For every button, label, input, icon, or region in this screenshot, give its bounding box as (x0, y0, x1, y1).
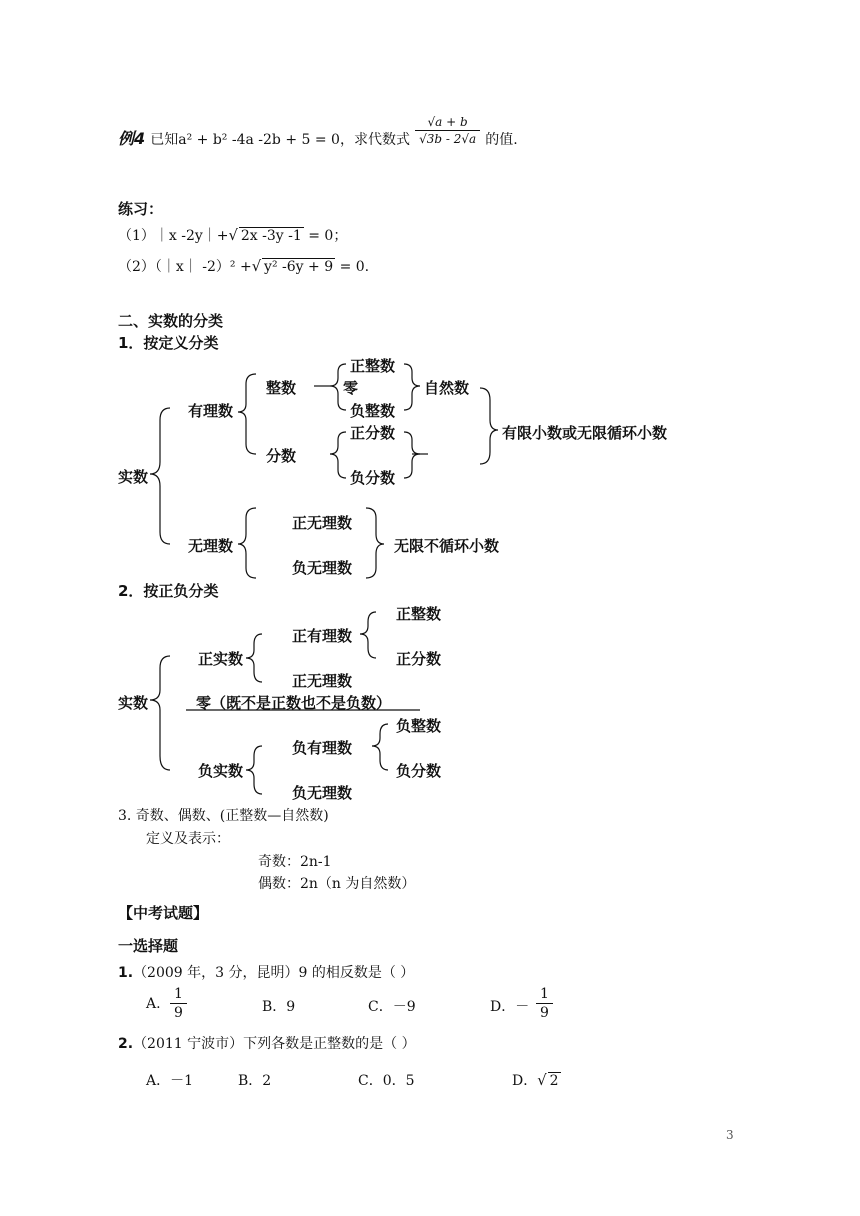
subsection-2-title: 2．按正负分类 (118, 582, 219, 600)
fraction-numerator: √a + b (427, 115, 468, 129)
sign-zero-label: 零（既不是正数也不是负数） (196, 694, 392, 712)
practice-heading: 练习： (118, 200, 164, 218)
q2-option-d-label: D． (512, 1073, 538, 1089)
sign-neg-real-label: 负实数 (198, 762, 244, 780)
question-2-text: （2011 宁波市）下列各数是正整数的是（ ） (133, 1036, 416, 1052)
question-1 (118, 962, 414, 982)
definition-label: 定义及表示： (146, 831, 230, 847)
even-number-definition: 偶数：2n（n 为自然数） (258, 876, 416, 892)
question-2 (118, 1033, 416, 1053)
def-infinite-decimal-label: 无限不循环小数 (394, 537, 500, 555)
option-d-label: D．－ (490, 999, 530, 1015)
sign-pos-rational-label: 正有理数 (292, 627, 353, 645)
def-pos-irr-label: 正无理数 (292, 514, 353, 532)
example-label: 例4 (118, 129, 146, 148)
option-d-denominator: 9 (536, 1003, 553, 1021)
practice-item-2-suffix: = 0. (339, 259, 370, 275)
def-integer-label: 整数 (266, 379, 297, 397)
practice-item-1-suffix: = 0； (308, 228, 348, 244)
example-text: 已知a² + b² -4a -2b + 5 = 0，求代数式 (150, 132, 410, 148)
sign-neg-int-label: 负整数 (396, 717, 442, 735)
q2-option-d-radicand: 2 (549, 1073, 559, 1089)
q2-option-b: B．2 (238, 1073, 272, 1089)
option-b: B．9 (262, 999, 296, 1015)
subsection-3-title: 3. 奇数、偶数、(正整数—自然数) (118, 808, 329, 824)
def-natural-label: 自然数 (424, 379, 470, 397)
def-zero-label: 零 (343, 379, 359, 397)
question-2-number: 2. (118, 1036, 134, 1052)
sign-neg-frac-label: 负分数 (396, 762, 442, 780)
practice-item-2-radicand: y² -6y + 9 (264, 259, 334, 275)
fraction-denominator: √3b - 2√a (415, 130, 480, 146)
option-d-numerator: 1 (540, 986, 549, 1002)
question-1-number: 1. (118, 965, 134, 981)
sign-pos-int-label: 正整数 (396, 605, 442, 623)
practice-item-1-radicand: 2x -3y -1 (240, 228, 302, 244)
subsection-1-title: 1．按定义分类 (118, 334, 219, 352)
example-text-end: 的值. (485, 132, 518, 148)
sign-pos-frac-label: 正分数 (396, 650, 442, 668)
option-a-fraction (170, 986, 187, 1021)
q2-option-a: A．－1 (146, 1073, 194, 1089)
sign-neg-irr-label: 负无理数 (292, 784, 353, 802)
odd-number-definition: 奇数：2n-1 (258, 854, 332, 870)
def-neg-irr-label: 负无理数 (292, 559, 353, 577)
def-fraction-label: 分数 (266, 447, 297, 465)
def-irrational-label: 无理数 (188, 537, 234, 555)
option-d-fraction (536, 986, 553, 1021)
sign-real-label: 实数 (118, 694, 149, 712)
practice-item-1: （1）｜x -2y｜+√ 2x -3y -1 = 0； (118, 227, 348, 244)
sign-neg-rational-label: 负有理数 (292, 739, 353, 757)
q2-option-d: D．√ 2 (512, 1072, 559, 1089)
def-finite-decimal-label: 有限小数或无限循环小数 (502, 424, 668, 442)
sign-pos-real-label: 正实数 (198, 650, 244, 668)
option-c: C．－9 (368, 999, 416, 1015)
def-pos-int-label: 正整数 (350, 357, 396, 375)
q2-option-c: C．0．5 (358, 1073, 415, 1089)
def-rational-label: 有理数 (188, 402, 234, 420)
def-neg-int-label: 负整数 (350, 402, 396, 420)
option-a-denominator: 9 (170, 1003, 187, 1021)
def-pos-frac-label: 正分数 (350, 424, 396, 442)
option-a-label: A. (146, 996, 161, 1012)
option-a-numerator: 1 (174, 986, 183, 1002)
question-1-text: （2009 年，3 分，昆明）9 的相反数是（ ） (133, 965, 415, 981)
practice-item-2: （2）（｜x｜ -2）² +√ y² -6y + 9 = 0. (118, 258, 370, 275)
def-real-label: 实数 (118, 468, 149, 486)
section-title: 二、实数的分类 (118, 312, 224, 330)
page-number: 3 (726, 1128, 734, 1142)
practice-item-2-prefix: （2）（｜x｜ -2）² + (118, 259, 252, 275)
exam-heading: 【中考试题】 (118, 904, 209, 922)
exam-subheading: 一选择题 (118, 937, 179, 955)
def-neg-frac-label: 负分数 (350, 469, 396, 487)
sign-pos-irr-label: 正无理数 (292, 672, 353, 690)
practice-item-1-prefix: （1）｜x -2y｜+ (118, 228, 229, 244)
